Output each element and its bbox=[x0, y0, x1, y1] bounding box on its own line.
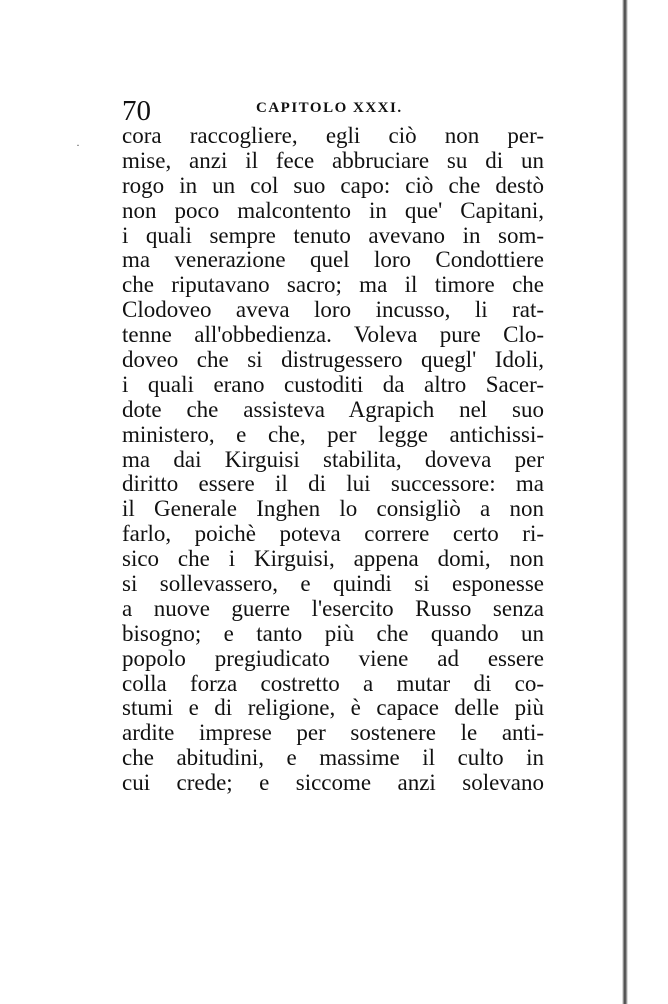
text-line: a nuove guerre l'esercito Russo senza bbox=[122, 595, 544, 621]
text-line: cui crede; e siccome anzi solevano bbox=[122, 770, 544, 796]
text-line: doveo che si distrugessero quegl' Idoli, bbox=[122, 347, 544, 373]
text-line: ma venerazione quel loro Condottiere bbox=[122, 247, 544, 273]
text-line: dote che assisteva Agrapich nel suo bbox=[122, 396, 544, 422]
text-line: i quali erano custoditi da altro Sacer- bbox=[122, 371, 544, 397]
text-line: che abitudini, e massime il culto in bbox=[122, 745, 544, 771]
body-text bbox=[122, 124, 544, 796]
text-line: il Generale Inghen lo consigliò a non bbox=[122, 496, 544, 522]
page-edge-shadow bbox=[622, 0, 628, 1004]
text-line: popolo pregiudicato viene ad essere bbox=[122, 645, 544, 671]
margin-speck: · bbox=[76, 138, 80, 152]
text-line: bisogno; e tanto più che quando un bbox=[122, 620, 544, 646]
running-head: CAPITOLO XXXI. bbox=[256, 100, 403, 116]
text-line: ministero, e che, per legge antichissi- bbox=[122, 421, 544, 447]
text-line: Clodoveo aveva loro incusso, li rat- bbox=[122, 297, 544, 323]
text-line: farlo, poichè poteva correre certo ri- bbox=[122, 521, 544, 547]
text-line: mise, anzi il fece abbruciare su di un bbox=[122, 147, 544, 173]
text-line: tenne all'obbedienza. Voleva pure Clo- bbox=[122, 322, 544, 348]
text-line: ma dai Kirguisi stabilita, doveva per bbox=[122, 446, 544, 472]
page-number: 70 bbox=[122, 95, 151, 127]
text-line: si sollevassero, e quindi si esponesse bbox=[122, 571, 544, 597]
text-line: sico che i Kirguisi, appena domi, non bbox=[122, 546, 544, 572]
text-line: i quali sempre tenuto avevano in som- bbox=[122, 222, 544, 248]
text-line: diritto essere il di lui successore: ma bbox=[122, 471, 544, 497]
text-line: che riputavano sacro; ma il timore che bbox=[122, 272, 544, 298]
text-line: colla forza costretto a mutar di co- bbox=[122, 670, 544, 696]
text-line: ardite imprese per sostenere le anti- bbox=[122, 720, 544, 746]
text-line: non poco malcontento in que' Capitani, bbox=[122, 197, 544, 223]
text-line: stumi e di religione, è capace delle più bbox=[122, 695, 544, 721]
text-line: cora raccogliere, egli ciò non per- bbox=[122, 123, 544, 148]
text-line: rogo in un col suo capo: ciò che destò bbox=[122, 172, 544, 198]
